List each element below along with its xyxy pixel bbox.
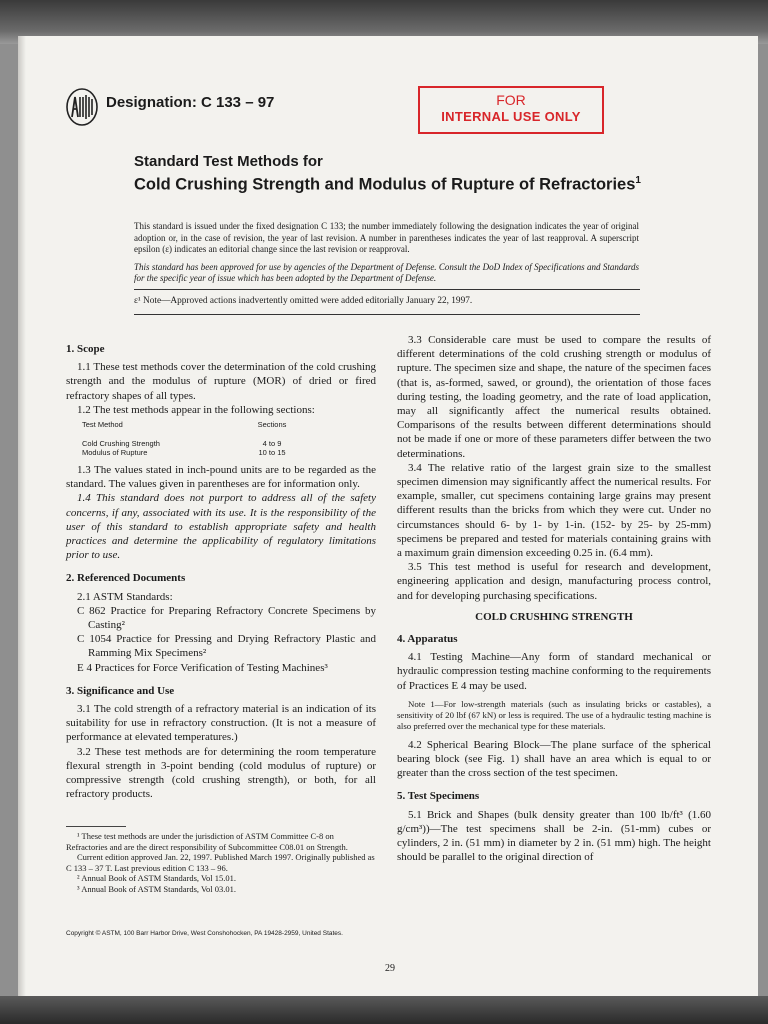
footnote-2: ² Annual Book of ASTM Standards, Vol 15.01. [77,873,237,883]
table-cell: 10 to 15 [258,448,286,458]
intro-paragraph-2: This standard has been approved for use by agencies of the Department of Defense. Consult the DoD Index of Specifications and Standards for the specific year of issue which has been adopted by the Department of Defense. [134,261,639,283]
para-3-2: 3.2 These test methods are for determining the room temperature flexural strength in 3-point bending (cold modulus of rupture) or compressive strength (cold crushing strength), or both, for all refractory products. [66,745,376,801]
reference-c1054: C 1054 Practice for Pressing and Drying Refractory Plastic and Ramming Mix Specimens² [77,633,376,660]
para-5-1: 5.1 Brick and Shapes (bulk density greater than 100 lb/ft³ (1.60 g/cm³))—The test specimens shall be 2-in. (51-mm) cubes or cylinders, 2 in. (51 mm) in diameter by 2 in. (51 mm) high. The height should be parallel to the original direction of [397,808,711,864]
title-footnote-mark: 1 [635,175,641,186]
note-1: Note 1—For low-strength materials (such as insulating bricks or castables), a sensitivity of 20 lbf (67 kN) or less is required. The use of a hydraulic testing machine is also preferred over the mechanical type for these materials. [397,698,711,731]
table-row [82,439,332,448]
divider-rule-2 [134,314,640,315]
para-3-3: 3.3 Considerable care must be used to compare the results of different determinations of the cold crushing strength or modulus of rupture. The specimen size and shape, the nature of the specimen faces (that is, as-formed, sawed, or ground), the orientation of those faces during testing, the loading geometry, and the rate of load application, may all significantly affect the numerical results obtained. Comparisons of the results between different determinations should not be made if one or more of these parameters differ between the two determinations. [397,334,711,460]
scan-bottom-border [0,996,768,1024]
para-2-1: 2.1 ASTM Standards: [77,590,173,603]
stamp-line-2: INTERNAL USE ONLY [441,109,581,124]
page-number: 29 [385,963,395,974]
footnote-1b: Current edition approved Jan. 22, 1997. Published March 1997. Originally published as C 133 – 37 T. Last previous edition C 133 – 96. [66,852,375,873]
para-4-1: 4.1 Testing Machine—Any form of standard mechanical or hydraulic compression testing machine conforming to the requirements of Practices E 4 may be used. [397,651,711,692]
left-column [66,337,376,801]
title-prefix: Standard Test Methods for [134,153,323,170]
para-3-5: 3.5 This test method is useful for research and development, engineering application and design, manufacturing process control, and for developing purchasing specifications. [397,561,711,602]
document-title [134,153,654,195]
table-cell: 4 to 9 [262,439,282,449]
para-3-1: 3.1 The cold strength of a refractory material is an indication of its suitability for use in refractory construction. (It is not a measure of performance at elevated temperatures.) [66,703,376,744]
intro-paragraph-1: This standard is issued under the fixed designation C 133; the number immediately following the designation indicates the year of original adoption or, in the case of revision, the year of last revision. A number in parentheses indicates the year of last reapproval. A superscript epsilon (ε) indicates an editorial change since the last revision or reapproval. [134,221,639,254]
cold-crushing-heading: COLD CRUSHING STRENGTH [475,610,633,623]
reference-e4: E 4 Practices for Force Verification of Testing Machines³ [77,661,328,674]
table-cell: Modulus of Rupture [82,448,148,458]
table-row [82,448,332,457]
footnote-3: ³ Annual Book of ASTM Standards, Vol 03.01. [77,883,237,894]
para-4-2: 4.2 Spherical Bearing Block—The plane surface of the spherical bearing block (see Fig. 1) shall have an area which is equal to or greater than the cross section of the test specimen. [397,738,711,780]
table-header-sections: Sections [257,420,287,430]
stamp-line-1: FOR [496,92,526,108]
reference-c862: C 862 Practice for Preparing Refractory Concrete Specimens by Casting² [77,604,376,632]
footnote-rule [66,826,126,827]
sections-table [82,420,332,457]
footnote-1a: ¹ These test methods are under the jurisdiction of ASTM Committee C-8 on Refractories and are the direct responsibility of Subcommittee C08.01 on Strength. [66,831,348,852]
table-cell: Cold Crushing Strength [82,439,160,449]
para-1-2: 1.2 The test methods appear in the following sections: [77,403,315,416]
title-main-text: Cold Crushing Strength and Modulus of Rupture of Refractories [134,175,636,194]
section-5-heading: 5. Test Specimens [397,790,480,803]
standard-intro [134,221,639,291]
internal-use-stamp [418,86,604,134]
copyright-line: Copyright © ASTM, 100 Barr Harbor Drive, West Conshohocken, PA 19428-2959, United States. [66,930,343,937]
editorial-note: ε¹ Note—Approved actions inadvertently omitted were added editorially January 22, 1997. [134,296,473,306]
section-3-heading: 3. Significance and Use [66,684,175,697]
para-1-3: 1.3 The values stated in inch-pound units are to be regarded as the standard. The values given in parentheses are for information only. [66,464,376,491]
page-edge-shadow [18,36,26,1000]
divider-rule [134,289,640,290]
astm-logo-icon [65,87,99,127]
section-1-heading: 1. Scope [66,343,105,355]
table-header-row [82,420,332,429]
title-main [134,171,654,195]
para-3-4: 3.4 The relative ratio of the largest grain size to the smallest specimen dimension may significantly affect the numerical results. For example, smaller, cut specimens containing large grains may present different results than the bricks from which they were cut. Under no circumstances should 6- by 1- by 1-in. (152- by 25- by 25-mm) specimens be prepared and tested for materials containing grains with a maximum grain dimension exceeding 0.25 in. (6.4 mm). [397,461,711,560]
footnotes [66,826,376,894]
section-4-heading: 4. Apparatus [397,633,458,646]
section-2-heading: 2. Referenced Documents [66,572,186,585]
designation-label: Designation: C 133 – 97 [106,94,275,111]
para-1-4: 1.4 This standard does not purport to address all of the safety concerns, if any, associated with its use. It is the responsibility of the user of this standard to establish appropriate safety and health practices and determine the applicability of regulatory limitations prior to use. [66,492,376,562]
para-1-1: 1.1 These test methods cover the determination of the cold crushing strength and the modulus of rupture (MOR) of dried or fired refractory shapes of all types. [66,361,376,402]
table-header-method: Test Method [82,420,123,430]
right-column [397,333,711,865]
